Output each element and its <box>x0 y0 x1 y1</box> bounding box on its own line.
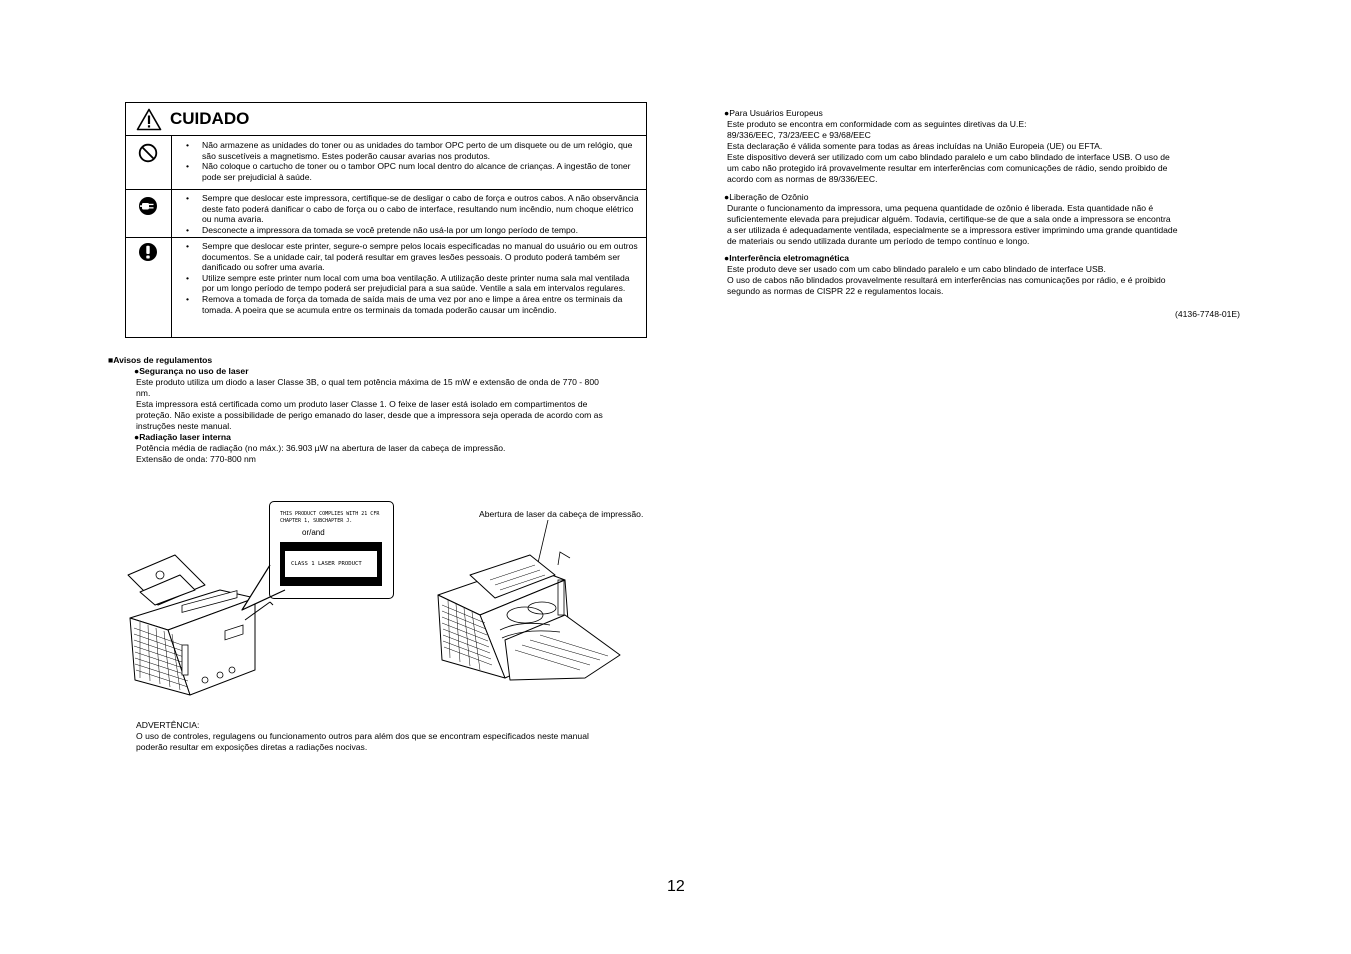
class1-label-outer <box>280 542 382 586</box>
ozone-text <box>727 203 1247 247</box>
laser-opening-callout: Abertura de laser da cabeça de impressão. <box>479 509 644 519</box>
text-line: 89/336/EEC, 73/23/EEC e 93/68/EEC <box>727 130 871 141</box>
caution-row-handling <box>126 237 646 337</box>
laser-safety-text <box>136 377 676 432</box>
text-line: Este produto deve ser usado com um cabo blindado paralelo e um cabo blindado de interface USB. <box>727 264 1106 274</box>
list-item: • Não coloque o cartucho de toner ou o tambor OPC num local dentro do alcance de crianças. A ingestão de toner pode ser prejudicial à saúde. <box>172 161 642 182</box>
text-line: instruções neste manual. <box>136 421 232 432</box>
internal-laser-text <box>136 443 505 465</box>
emi-heading: ●Interferência eletromagnética <box>724 253 850 263</box>
eu-text <box>727 119 1247 186</box>
text-line: acordo com as normas de 89/336/EEC. <box>727 174 878 185</box>
text-line: Este produto se encontra em conformidade com as seguintes diretivas da U.E: <box>727 119 1027 129</box>
warning-triangle-icon <box>136 108 162 131</box>
caution-table <box>125 102 647 338</box>
caution-row-icon-cell <box>126 189 172 237</box>
regulatory-heading: ■Avisos de regulamentos <box>108 355 213 365</box>
list-item: • Desconecte a impressora da tomada se você pretende não usá-la por um longo período de tempo. <box>172 225 642 236</box>
text-line: suficientemente elevada para prejudicar alguém. Todavia, certifique-se de que a sala onde a impressora se encontra <box>727 214 1171 225</box>
label-compliance-line2: CHAPTER 1, SUBCHAPTER J. <box>280 518 353 524</box>
list-item: • Remova a tomada de força da tomada de saída mais de uma vez por ano e limpe a área entre os terminais da tomada. A poeira que se acumula entre os terminais da tomada poderão causar um incêndio. <box>172 294 642 315</box>
text-line: a ser utilizada é adequadamente ventilada, especialmente se a impressora estiver imprimindo uma grande quantidade <box>727 225 1178 236</box>
laser-safety-heading: ●Segurança no uso de laser <box>134 366 249 376</box>
list-item: • Sempre que deslocar este printer, segure-o sempre pelos locais especificadas no manual do usuário ou em outros documentos. Se a unidade cair, tal poderá resultar em graves lesões pessoais. O produto poderá também ser danificado ou sofrer uma avaria. <box>172 241 642 273</box>
text-line: proteção. Não existe a possibilidade de perigo emanado do laser, desde que a impressora seja operada de acordo com as <box>136 410 603 421</box>
caution-row-icon-cell <box>126 237 172 337</box>
caution-row-icon-cell <box>126 136 172 189</box>
internal-laser-heading: ●Radiação laser interna <box>134 432 231 442</box>
document-code: (4136-7748-01E) <box>1175 309 1240 319</box>
caution-list <box>172 140 642 182</box>
warning-text <box>136 731 676 753</box>
label-compliance-line1: THIS PRODUCT COMPLIES WITH 21 CFR <box>280 511 380 517</box>
page-number: 12 <box>667 878 685 895</box>
printer-open-illustration <box>430 520 630 700</box>
text-line: Este dispositivo deverá ser utilizado com um cabo blindado paralelo e um cabo blindado de interface USB. O uso de <box>727 152 1170 163</box>
text-line: Este produto utiliza um diodo a laser Classe 3B, o qual tem potência máxima de 15 mW e extensão de onda de 770 - 800 <box>136 377 599 387</box>
warning-title: ADVERTÊNCIA: <box>136 720 200 730</box>
caution-row-cables <box>126 189 646 238</box>
list-item: • Sempre que deslocar este impressora, certifique-se de desligar o cabo de força e outros cabos. A não observância deste fato poderá danificar o cabo de força ou o cabo de interface, resultando num incêndio, num choque elétrico ou numa avaria. <box>172 193 642 225</box>
caution-header <box>126 103 646 136</box>
text-line: de materiais ou sendo utilizada durante um período de tempo contínuo e longo. <box>727 236 1030 247</box>
text-line: Esta declaração é válida somente para todas as áreas incluídas na União Europeia (UE) ou EFTA. <box>727 141 1103 152</box>
list-item: • Não armazene as unidades do toner ou as unidades do tambor OPC perto de um disquete ou de um relógio, que são suscetíveis a magnetismo. Estes poderão causar avarias nos produtos. <box>172 140 642 161</box>
text-line: um cabo não protegido irá provavelmente resultar em interferências com comunicações de rádio, sendo proibido de <box>727 163 1168 174</box>
eu-heading: ●Para Usuários Europeus <box>724 108 823 118</box>
unplug-icon <box>138 196 158 216</box>
text-line: segundo as normas de CISPR 22 e regulamentos locais. <box>727 286 944 297</box>
text-line: Potência média de radiação (no máx.): 36.903 µW na abertura de laser da cabeça de impressão. <box>136 443 506 453</box>
text-line: Extensão de onda: 770-800 nm <box>136 454 256 465</box>
text-line: O uso de cabos não blindados provavelmente resultará em interferências nas comunicações por rádio, e é proibido <box>727 275 1166 286</box>
label-or-and: or/and <box>302 528 325 537</box>
ozone-heading: ●Liberação de Ozônio <box>724 192 809 202</box>
caution-row-magnetism <box>126 136 646 190</box>
emi-text <box>727 264 1247 297</box>
text-line: Durante o funcionamento da impressora, uma pequena quantidade de ozônio é liberada. Esta quantidade não é <box>727 203 1154 213</box>
caution-title: CUIDADO <box>170 109 250 128</box>
exclamation-icon <box>138 242 158 262</box>
list-item: • Utilize sempre este printer num local com uma boa ventilação. A utilização deste printer numa sala mal ventilada por um longo período de tempo poderá ser prejudicial para a sua saúde. Ventile a sala em intervalos regulares. <box>172 273 642 294</box>
laser-label-box <box>269 501 394 599</box>
class1-label-inner <box>285 551 377 577</box>
text-line: Esta impressora está certificada como um produto laser Classe 1. O feixe de laser está isolado em compartimentos de <box>136 399 588 410</box>
text-line: nm. <box>136 388 151 399</box>
text-line: poderão resultar em exposições diretas a radiações nocivas. <box>136 742 368 753</box>
caution-list <box>172 193 642 235</box>
caution-list <box>172 241 642 315</box>
class1-label-text: CLASS 1 LASER PRODUCT <box>291 561 362 567</box>
text-line: O uso de controles, regulagens ou funcionamento outros para além dos que se encontram especificados neste manual <box>136 731 589 741</box>
prohibition-icon <box>138 143 158 163</box>
